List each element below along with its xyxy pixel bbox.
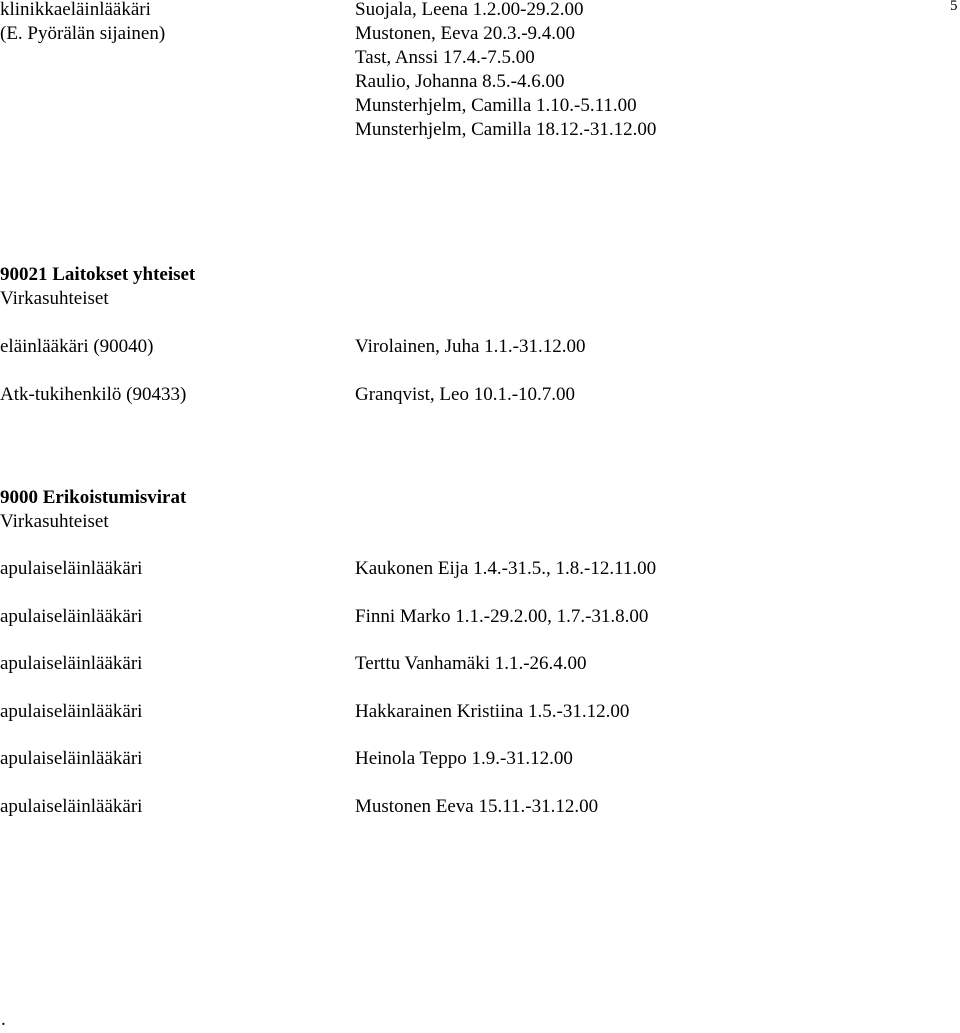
person-entry: Mustonen, Eeva 20.3.-9.4.00 — [355, 23, 576, 44]
role-label: apulaiseläinlääkäri — [0, 653, 143, 674]
person-entry: Hakkarainen Kristiina 1.5.-31.12.00 — [355, 701, 630, 722]
section-title: 9000 Erikoistumisvirat — [0, 487, 187, 508]
role-label: apulaiseläinlääkäri — [0, 558, 143, 579]
role-label: apulaiseläinlääkäri — [0, 701, 143, 722]
person-entry: Heinola Teppo 1.9.-31.12.00 — [355, 748, 573, 769]
person-entry: Terttu Vanhamäki 1.1.-26.4.00 — [355, 653, 587, 674]
subheading-text: Virkasuhteiset — [0, 288, 109, 309]
person-entry: Munsterhjelm, Camilla 1.10.-5.11.00 — [355, 95, 637, 116]
person-entry: Finni Marko 1.1.-29.2.00, 1.7.-31.8.00 — [355, 606, 649, 627]
role-label: (E. Pyörälän sijainen) — [0, 23, 166, 44]
role-label: eläinlääkäri (90040) — [0, 336, 154, 357]
person-entry: Tast, Anssi 17.4.-7.5.00 — [355, 47, 535, 68]
section-title: 90021 Laitokset yhteiset — [0, 264, 196, 285]
person-entry: Suojala, Leena 1.2.00-29.2.00 — [355, 0, 584, 20]
trailing-mark: . — [1, 1009, 6, 1030]
person-entry: Mustonen Eeva 15.11.-31.12.00 — [355, 796, 599, 817]
person-entry: Virolainen, Juha 1.1.-31.12.00 — [355, 336, 586, 357]
person-entry: Kaukonen Eija 1.4.-31.5., 1.8.-12.11.00 — [355, 558, 657, 579]
role-label: klinikkaeläinlääkäri — [0, 0, 151, 20]
role-label: apulaiseläinlääkäri — [0, 606, 143, 627]
subheading-text: Virkasuhteiset — [0, 511, 109, 532]
person-entry: Raulio, Johanna 8.5.-4.6.00 — [355, 71, 565, 92]
person-entry: Munsterhjelm, Camilla 18.12.-31.12.00 — [355, 119, 657, 140]
role-label: apulaiseläinlääkäri — [0, 748, 143, 769]
role-label: apulaiseläinlääkäri — [0, 796, 143, 817]
person-entry: Granqvist, Leo 10.1.-10.7.00 — [355, 384, 576, 405]
page-number: 5 — [950, 0, 958, 14]
role-label: Atk-tukihenkilö (90433) — [0, 384, 187, 405]
